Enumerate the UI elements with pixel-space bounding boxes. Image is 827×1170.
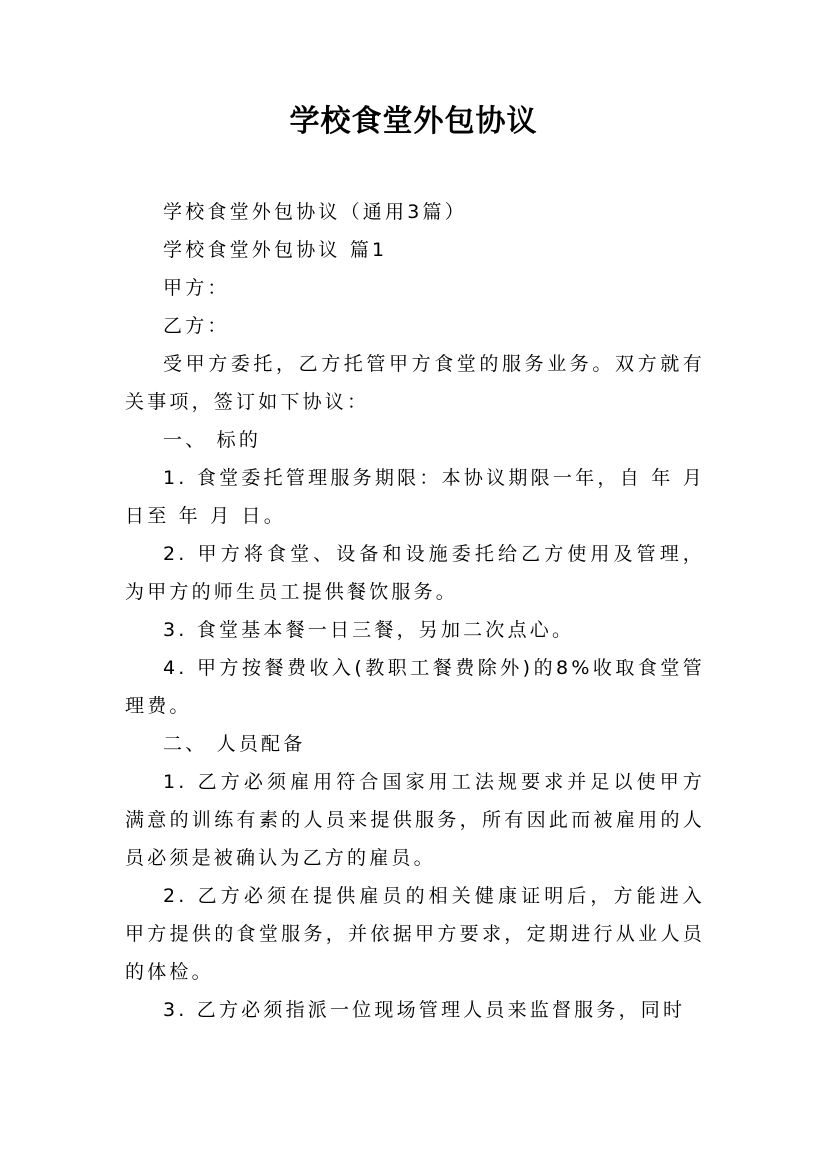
paragraph-intro: 受甲方委托，乙方托管甲方食堂的服务业务。双方就有关事项，签订如下协议： — [125, 353, 705, 413]
paragraph-party-a: 甲方： — [163, 277, 230, 299]
paragraph-subtitle: 学校食堂外包协议（通用3篇） — [163, 201, 467, 223]
paragraph-party-b: 乙方： — [163, 315, 230, 337]
paragraph-section-heading: 学校食堂外包协议 篇1 — [163, 239, 388, 261]
paragraph-clause-2-3: 3. 乙方必须指派一位现场管理人员来监督服务，同时 — [163, 999, 686, 1021]
paragraph-clause-2-1: 1. 乙方必须雇用符合国家用工法规要求并足以使甲方满意的训练有素的人员来提供服务，所有因此而被雇用的人员必须是被确认为乙方的雇员。 — [125, 771, 705, 869]
paragraph-heading-staffing: 二、 人员配备 — [163, 733, 306, 755]
document-title: 学校食堂外包协议 — [289, 104, 538, 139]
paragraph-clause-1-4: 4. 甲方按餐费收入(教职工餐费除外)的8%收取食堂管理费。 — [125, 657, 705, 717]
paragraph-clause-1-3: 3. 食堂基本餐一日三餐，另加二次点心。 — [163, 619, 575, 641]
paragraph-clause-1-1: 1. 食堂委托管理服务期限：本协议期限一年，自 年 月 日至 年 月 日。 — [125, 467, 705, 527]
paragraph-clause-1-2: 2. 甲方将食堂、设备和设施委托给乙方使用及管理，为甲方的师生员工提供餐饮服务。 — [125, 543, 705, 603]
paragraph-clause-2-2: 2. 乙方必须在提供雇员的相关健康证明后，方能进入甲方提供的食堂服务，并依据甲方要求，定期进行从业人员的体检。 — [125, 885, 705, 983]
paragraph-heading-subject: 一、 标的 — [163, 429, 262, 451]
document-body — [125, 193, 705, 1029]
